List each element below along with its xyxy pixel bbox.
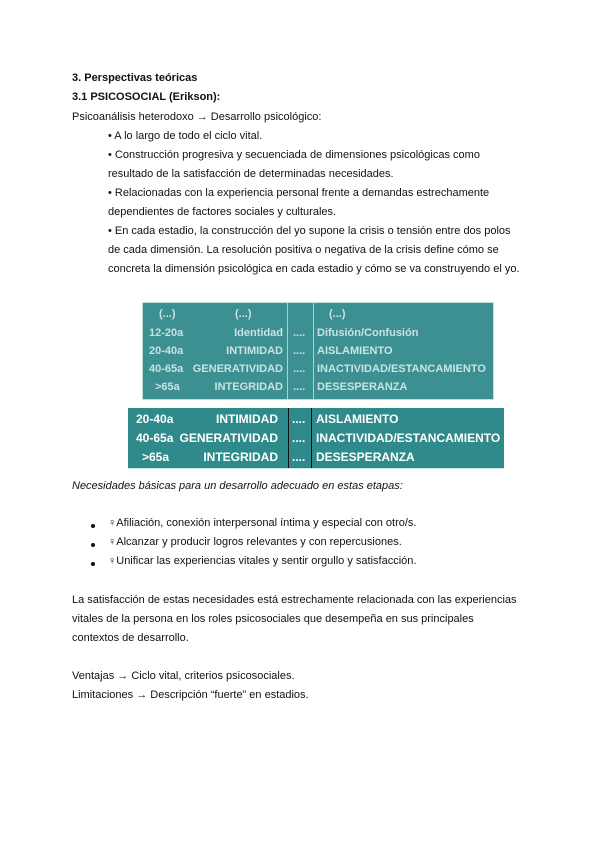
paragraph-line-1: La satisfacción de estas necesidades está estrechamente relacionada con las experiencias: [72, 594, 517, 606]
subsection-heading: 3.1 PSICOSOCIAL (Erikson):: [72, 91, 221, 103]
t1-dots-4: ....: [293, 381, 306, 393]
t1-age-2: 20-40a: [149, 345, 184, 357]
t2-dots-2: ....: [292, 450, 306, 464]
table-divider: [313, 303, 314, 399]
t2-dim-1: GENERATIVIDAD: [179, 431, 278, 445]
t2-age-2: >65a: [142, 450, 170, 464]
need-item-2: ♀Alcanzar y producir logros relevantes y con repercusiones.: [108, 536, 402, 548]
t1-dim-4: INTEGRIDAD: [214, 381, 283, 393]
bullet-4-line-1: • En cada estadio, la construcción del yo supone la crisis o tensión entre dos polos: [108, 225, 511, 237]
needs-caption: Necesidades básicas para un desarrollo adecuado en estas etapas:: [72, 480, 403, 492]
t1-dim-0: (...): [235, 308, 252, 320]
t1-neg-0: (...): [329, 308, 346, 320]
t2-neg-1: INACTIVIDAD/ESTANCAMIENTO: [316, 431, 501, 445]
limitaciones-line: Limitaciones → Descripción “fuerte” en estadios.: [72, 689, 309, 701]
t2-age-0: 20-40a: [136, 412, 174, 426]
t1-age-3: 40-65a: [149, 363, 184, 375]
t2-dim-0: INTIMIDAD: [216, 412, 278, 426]
t2-neg-2: DESESPERANZA: [316, 450, 415, 464]
bullet-3-line-2: dependientes de factores sociales y culturales.: [108, 206, 337, 218]
ventajas-line: Ventajas → Ciclo vital, criterios psicosociales.: [72, 670, 295, 682]
t2-dots-1: ....: [292, 431, 306, 445]
t2-dim-2: INTEGRIDAD: [203, 450, 278, 464]
bullet-dot-icon: [91, 524, 95, 528]
t2-age-1: 40-65a: [136, 431, 174, 445]
t1-dots-3: ....: [293, 363, 306, 375]
t1-dots-2: ....: [293, 345, 306, 357]
t2-neg-0: AISLAMIENTO: [316, 412, 399, 426]
bullet-4-line-2: de cada dimensión. La resolución positiva o negativa de la crisis define cómo se: [108, 244, 499, 256]
t1-neg-1: Difusión/Confusión: [317, 327, 419, 339]
intro-line: Psicoanálisis heterodoxo → Desarrollo psicológico:: [72, 111, 322, 123]
t2-dots-0: ....: [292, 412, 306, 426]
bullet-4-line-3: concreta la dimensión psicológica en cada estadio y cómo se va construyendo el yo.: [108, 263, 520, 275]
t1-dim-2: INTIMIDAD: [226, 345, 283, 357]
stages-table-highlight: [128, 408, 504, 469]
bullet-1-line-1: • A lo largo de todo el ciclo vital.: [108, 130, 263, 142]
bullet-3-line-1: • Relacionadas con la experiencia personal frente a demandas estrechamente: [108, 187, 490, 199]
t1-dim-3: GENERATIVIDAD: [192, 363, 283, 375]
t1-age-1: 12-20a: [149, 327, 184, 339]
need-item-3: ♀Unificar las experiencias vitales y sentir orgullo y satisfacción.: [108, 555, 417, 567]
t1-neg-4: DESESPERANZA: [317, 381, 408, 393]
t1-neg-3: INACTIVIDAD/ESTANCAMIENTO: [317, 363, 486, 375]
paragraph-line-3: contextos de desarrollo.: [72, 632, 189, 644]
table-divider: [287, 303, 288, 399]
stages-table-faded: [142, 302, 494, 400]
paragraph-line-2: vitales de la persona en los roles psicosociales que desempeña en sus principales: [72, 613, 474, 625]
t1-neg-2: AISLAMIENTO: [317, 345, 393, 357]
t1-age-4: >65a: [155, 381, 180, 393]
need-item-1: ♀Afiliación, conexión interpersonal íntima y especial con otro/s.: [108, 517, 417, 529]
t1-dim-1: Identidad: [234, 327, 283, 339]
bullet-2-line-2: resultado de la satisfacción de determinadas necesidades.: [108, 168, 394, 180]
bullet-dot-icon: [91, 562, 95, 566]
bullet-dot-icon: [91, 543, 95, 547]
t1-dots-1: ....: [293, 327, 306, 339]
section-heading: 3. Perspectivas teóricas: [72, 72, 198, 84]
t1-age-0: (...): [159, 308, 176, 320]
bullet-2-line-1: • Construcción progresiva y secuenciada de dimensiones psicológicas como: [108, 149, 480, 161]
